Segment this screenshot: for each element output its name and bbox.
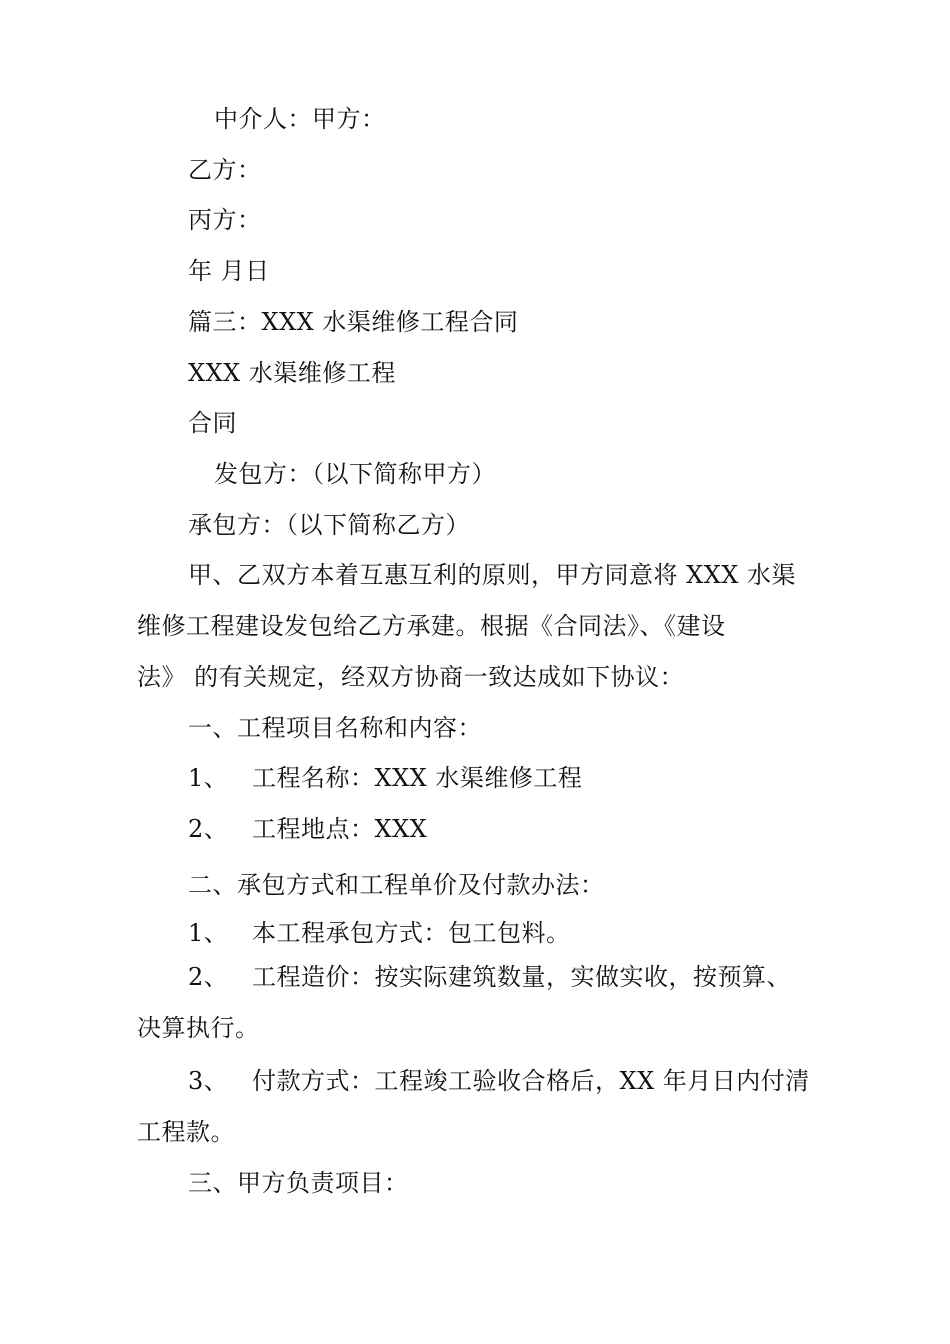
party-c-line: 丙方： (188, 206, 262, 234)
section-1-item (188, 763, 582, 793)
section-1-item (188, 814, 427, 844)
section-2-item (188, 918, 571, 948)
item-number: 1、 (188, 764, 229, 792)
item-text: 本工程承包方式：包工包料。 (252, 919, 571, 947)
intermediary-line: 中介人：甲方： (214, 105, 386, 133)
item-text: 付款方式：工程竣工验收合格后，XX 年月日内付清 (252, 1067, 810, 1095)
party-b-line: 乙方： (188, 156, 262, 184)
item-number: 2、 (188, 963, 229, 991)
project-title: XXX 水渠维修工程 (188, 359, 396, 387)
section-2-item (188, 1066, 810, 1096)
intro-line-1: 甲、乙双方本着互惠互利的原则，甲方同意将 XXX 水渠 (188, 561, 797, 589)
employer-line: 发包方：（以下简称甲方） (214, 460, 496, 488)
item-number: 3、 (188, 1067, 229, 1095)
section-2-item (188, 962, 791, 992)
contract-word: 合同 (188, 409, 237, 437)
section-3-heading: 三、甲方负责项目： (188, 1169, 409, 1197)
item-text: 工程名称：XXX 水渠维修工程 (252, 764, 583, 792)
date-line: 年 月日 (188, 257, 270, 285)
contractor-line: 承包方：（以下简称乙方） (188, 511, 470, 539)
intro-line-2: 维修工程建设发包给乙方承建。根据《合同法》、《建设 (137, 612, 726, 640)
item-continuation: 工程款。 (137, 1118, 235, 1146)
item-text: 工程造价：按实际建筑数量，实做实收，按预算、 (252, 963, 791, 991)
chapter-title: 篇三：XXX 水渠维修工程合同 (188, 308, 519, 336)
item-text: 工程地点：XXX (252, 815, 428, 843)
section-1-heading: 一、工程项目名称和内容： (188, 714, 482, 742)
section-2-heading: 二、承包方式和工程单价及付款办法： (188, 871, 605, 899)
item-number: 2、 (188, 815, 229, 843)
item-number: 1、 (188, 919, 229, 947)
intro-line-3: 法》 的有关规定，经双方协商一致达成如下协议： (137, 663, 685, 691)
item-continuation: 决算执行。 (137, 1014, 260, 1042)
